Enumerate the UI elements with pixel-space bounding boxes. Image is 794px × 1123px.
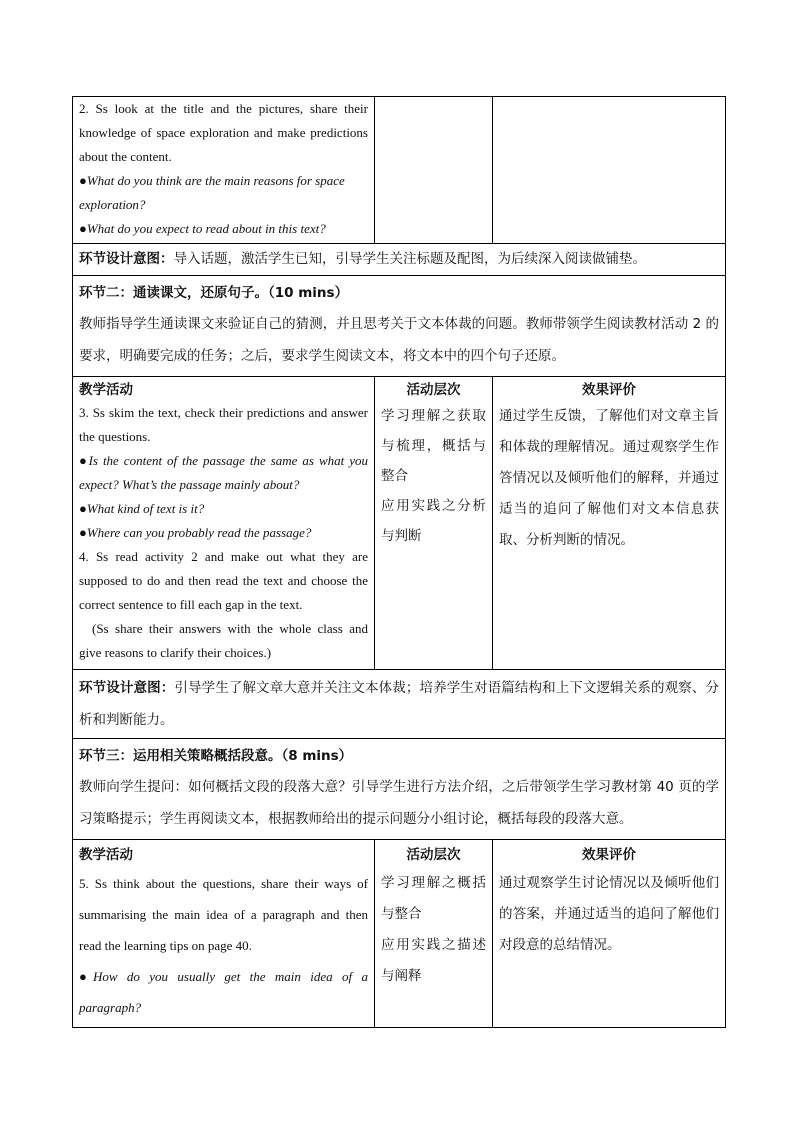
- level-header: 活动层次: [406, 382, 461, 398]
- level-cell: [375, 97, 493, 244]
- evaluation-text: 通过学生反馈，了解他们对文章主旨和体裁的理解情况。通过观察学生作答情况以及倾听他们的解释，并通过适当的追问了解他们对文本信息获取、分析判断的情况。: [499, 408, 719, 548]
- section-2-title: 环节二：通读课文，还原句子。（10 mins）: [79, 285, 349, 301]
- level-text: 应用实践之描述与阐释: [381, 937, 486, 984]
- section-3-description: 教师向学生提问：如何概括文段的段落大意？引导学生进行方法介绍，之后带领学生学习教材第 40 页的学习策略提示；学生再阅读文本，根据教师给出的提示问题分小组讨论，概括每段的段落大意。: [79, 779, 719, 827]
- lesson-plan-table: [72, 96, 726, 1028]
- activity-3-text: 3. Ss skim the text, check their predictions and answer the questions.: [79, 405, 368, 444]
- section-3-row: [73, 739, 726, 840]
- activity-4-text: 4. Ss read activity 2 and make out what they are supposed to do and then read the text and choose the correct sentence to fill each gap in the text.: [79, 549, 368, 612]
- level-text: 应用实践之分析与判断: [381, 498, 486, 544]
- evaluation-header: 效果评价: [582, 382, 636, 398]
- design-intent-row-1: [73, 244, 726, 276]
- activity-cell: [73, 377, 375, 670]
- activity-header: 教学活动: [79, 382, 133, 398]
- section-2-cell: [73, 276, 726, 377]
- design-intent-cell: [73, 670, 726, 739]
- activity-block-2: [73, 377, 726, 670]
- level-cell: [375, 377, 493, 670]
- activity-cell: [73, 840, 375, 1028]
- question-text: ●What do you expect to read about in this text?: [79, 221, 326, 236]
- activity-5-text: 5. Ss think about the questions, share their ways of summarising the main idea of a paragraph and then read the learning tips on page 40.: [79, 876, 368, 953]
- evaluation-cell: [493, 97, 726, 244]
- evaluation-cell: [493, 377, 726, 670]
- level-cell: [375, 840, 493, 1028]
- design-intent-text: 引导学生了解文章大意并关注文本体裁；培养学生对语篇结构和上下文逻辑关系的观察、分析和判断能力。: [79, 680, 720, 728]
- section-2-description: 教师指导学生通读课文来验证自己的猜测，并且思考关于文本体裁的问题。教师带领学生阅读教材活动 2 的要求，明确要完成的任务；之后，要求学生阅读文本，将文本中的四个句子还原。: [79, 316, 719, 364]
- section-2-row: [73, 276, 726, 377]
- design-intent-label: 环节设计意图：: [79, 680, 175, 696]
- activity-4-note: (Ss share their answers with the whole class and give reasons to clarify their choices.): [79, 621, 368, 660]
- design-intent-row-2: [73, 670, 726, 739]
- question-text: ●Where can you probably read the passage?: [79, 525, 312, 540]
- activity-block-3: [73, 840, 726, 1028]
- evaluation-header: 效果评价: [582, 847, 636, 863]
- activity-2-text: 2. Ss look at the title and the pictures, share their knowledge of space exploration and make predictions about the content.: [79, 101, 368, 164]
- level-text: 学习理解之获取与梳理，概括与整合: [381, 408, 486, 484]
- section-3-title: 环节三：运用相关策略概括段意。（8 mins）: [79, 748, 353, 764]
- question-text: ●Is the content of the passage the same as what you expect? What’s the passage mainly about?: [79, 453, 368, 492]
- activity-cell: [73, 97, 375, 244]
- level-header: 活动层次: [406, 847, 461, 863]
- activity-header: 教学活动: [79, 847, 133, 863]
- section-3-cell: [73, 739, 726, 840]
- design-intent-cell: [73, 244, 726, 276]
- evaluation-cell: [493, 840, 726, 1028]
- question-text: ●What do you think are the main reasons for space exploration?: [79, 173, 345, 212]
- level-text: 学习理解之概括与整合: [381, 875, 486, 922]
- design-intent-text: 导入话题，激活学生已知，引导学生关注标题及配图，为后续深入阅读做铺垫。: [173, 251, 646, 267]
- design-intent-label: 环节设计意图：: [79, 251, 174, 267]
- activity-row-1: [73, 97, 726, 244]
- question-text: ●How do you usually get the main idea of a paragraph?: [79, 969, 368, 1015]
- evaluation-text: 通过观察学生讨论情况以及倾听他们的答案，并通过适当的追问了解他们对段意的总结情况。: [499, 875, 719, 953]
- question-text: ●What kind of text is it?: [79, 501, 205, 516]
